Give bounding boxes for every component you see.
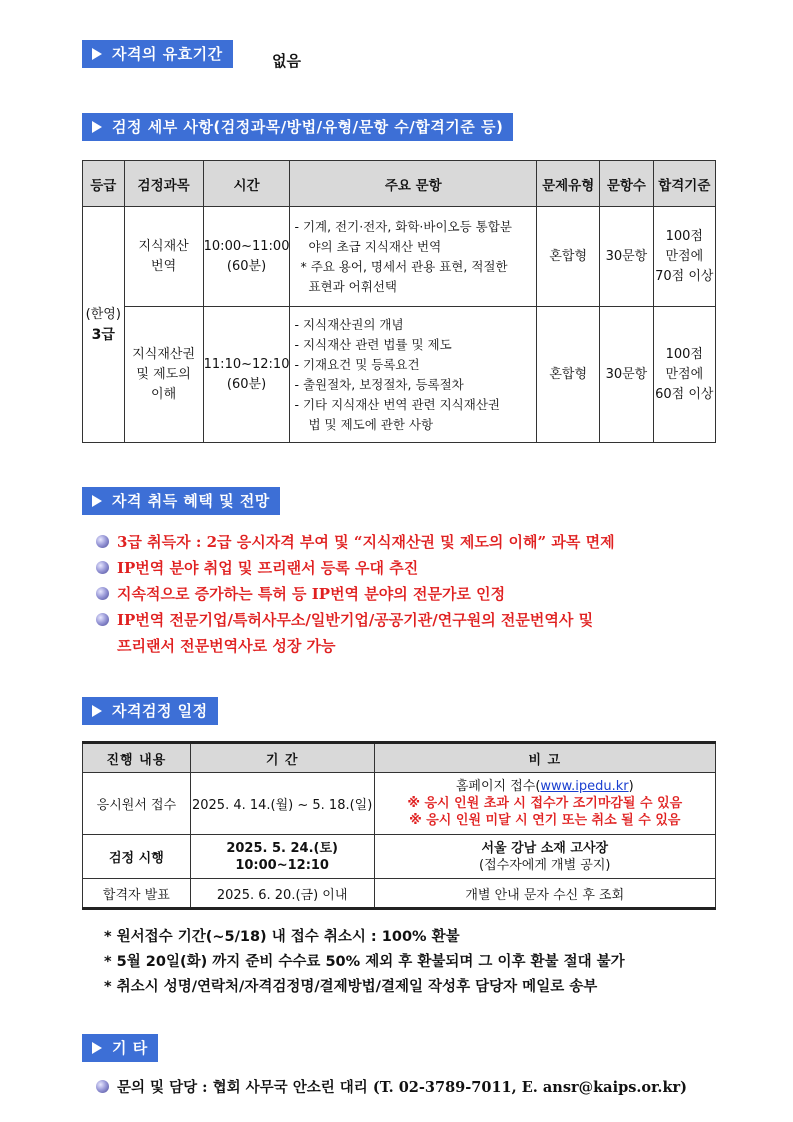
period-cell: 2025. 4. 14.(월) ~ 5. 18.(일) xyxy=(190,773,374,835)
col-header: 시간 xyxy=(203,161,290,207)
col-header: 등급 xyxy=(83,161,125,207)
list-item: 지속적으로 증가하는 특허 등 IP번역 분야의 전문가로 인정 xyxy=(96,581,615,607)
refund-notes xyxy=(104,925,625,1000)
time-cell: 11:10~12:10 (60분) xyxy=(203,307,290,443)
note-cell: 개별 안내 문자 수신 후 조회 xyxy=(374,879,715,909)
type-cell: 혼합형 xyxy=(537,207,600,307)
table-row xyxy=(83,307,716,443)
note-cell: 홈페이지 접수(www.ipedu.kr) ※ 응시 인원 초과 시 접수가 조기마감될 수 있음 ※ 응시 인원 미달 시 연기 또는 취소 될 수 있음 xyxy=(374,773,715,835)
play-arrow-icon xyxy=(92,705,102,717)
details-heading: 검정 세부 사항(검정과목/방법/유형/문항 수/합격기준 등) xyxy=(82,113,513,141)
contact-info: 문의 및 담당 : 협회 사무국 안소린 대리 (T. 02-3789-7011, E. ansr@kaips.or.kr) xyxy=(96,1076,687,1097)
count-cell: 30문항 xyxy=(600,207,653,307)
exam-details-table xyxy=(82,160,716,443)
bullet-icon xyxy=(96,561,109,574)
etc-heading: 기 타 xyxy=(82,1034,158,1062)
row-label: 합격자 발표 xyxy=(83,879,191,909)
note-item: * 취소시 성명/연락처/자격검정명/결제방법/결제일 작성후 담당자 메일로 송부 xyxy=(104,979,598,995)
list-item-continuation: 프리랜서 전문번역사로 성장 가능 xyxy=(117,637,336,655)
row-label: 응시원서 접수 xyxy=(83,773,191,835)
table-row xyxy=(83,207,716,307)
bullet-icon xyxy=(96,613,109,626)
col-header: 검정과목 xyxy=(124,161,203,207)
table-row xyxy=(83,835,716,879)
table-row xyxy=(83,879,716,909)
col-header: 문항수 xyxy=(600,161,653,207)
play-arrow-icon xyxy=(92,1042,102,1054)
topics-cell: - 기계, 전기·전자, 화학·바이오등 통합분 야의 초급 지식재산 번역 * 주요 용어, 명세서 관용 표현, 적절한 표현과 어휘선택 xyxy=(290,207,537,307)
bullet-icon xyxy=(96,1080,109,1093)
bullet-icon xyxy=(96,587,109,600)
period-cell: 2025. 6. 20.(금) 이내 xyxy=(190,879,374,909)
table-header-row xyxy=(83,743,716,773)
topics-cell: - 지식재산권의 개념 - 지식재산 관련 법률 및 제도 - 기재요건 및 등록요건 - 출원절차, 보정절차, 등록절차 - 기타 지식재산 번역 관련 지식재산권 법 및 제도에 관한 사항 xyxy=(290,307,537,443)
grade-cell: (한영) 3급 xyxy=(83,207,125,443)
play-arrow-icon xyxy=(92,495,102,507)
validity-heading: 자격의 유효기간 xyxy=(82,40,233,68)
pass-cell: 100점 만점에 60점 이상 xyxy=(653,307,715,443)
row-label: 검정 시행 xyxy=(83,835,191,879)
play-arrow-icon xyxy=(92,48,102,60)
benefits-heading: 자격 취득 혜택 및 전망 xyxy=(82,487,280,515)
date-cell: 2025. 5. 24.(토) 10:00~12:10 xyxy=(190,835,374,879)
schedule-heading: 자격검정 일정 xyxy=(82,697,218,725)
count-cell: 30문항 xyxy=(600,307,653,443)
subject-cell: 지식재산 번역 xyxy=(124,207,203,307)
table-header-row xyxy=(83,161,716,207)
schedule-table xyxy=(82,741,716,910)
table-row xyxy=(83,773,716,835)
note-item: * 원서접수 기간(~5/18) 내 접수 취소시 : 100% 환불 xyxy=(104,929,460,945)
col-header: 기 간 xyxy=(190,743,374,773)
subject-cell: 지식재산권 및 제도의 이해 xyxy=(124,307,203,443)
note-item: * 5월 20일(화) 까지 준비 수수료 50% 제외 후 환불되며 그 이후 환불 절대 불가 xyxy=(104,954,625,970)
list-item: 3급 취득자 : 2급 응시자격 부여 및 “지식재산권 및 제도의 이해” 과목 면제 xyxy=(96,529,615,555)
col-header: 합격기준 xyxy=(653,161,715,207)
list-item: IP번역 분야 취업 및 프리랜서 등록 우대 추진 xyxy=(96,555,615,581)
validity-value: 없음 xyxy=(272,52,301,70)
list-item: IP번역 전문기업/특허사무소/일반기업/공공기관/연구원의 전문번역사 및 xyxy=(96,607,615,633)
time-cell: 10:00~11:00 (60분) xyxy=(203,207,290,307)
benefits-list xyxy=(96,529,615,659)
bullet-icon xyxy=(96,535,109,548)
pass-cell: 100점 만점에 70점 이상 xyxy=(653,207,715,307)
venue-cell: 서울 강남 소재 고사장 (접수자에게 개별 공지) xyxy=(374,835,715,879)
col-header: 진행 내용 xyxy=(83,743,191,773)
col-header: 비 고 xyxy=(374,743,715,773)
type-cell: 혼합형 xyxy=(537,307,600,443)
play-arrow-icon xyxy=(92,121,102,133)
col-header: 문제유형 xyxy=(537,161,600,207)
homepage-link[interactable]: www.ipedu.kr xyxy=(540,779,629,794)
col-header: 주요 문항 xyxy=(290,161,537,207)
